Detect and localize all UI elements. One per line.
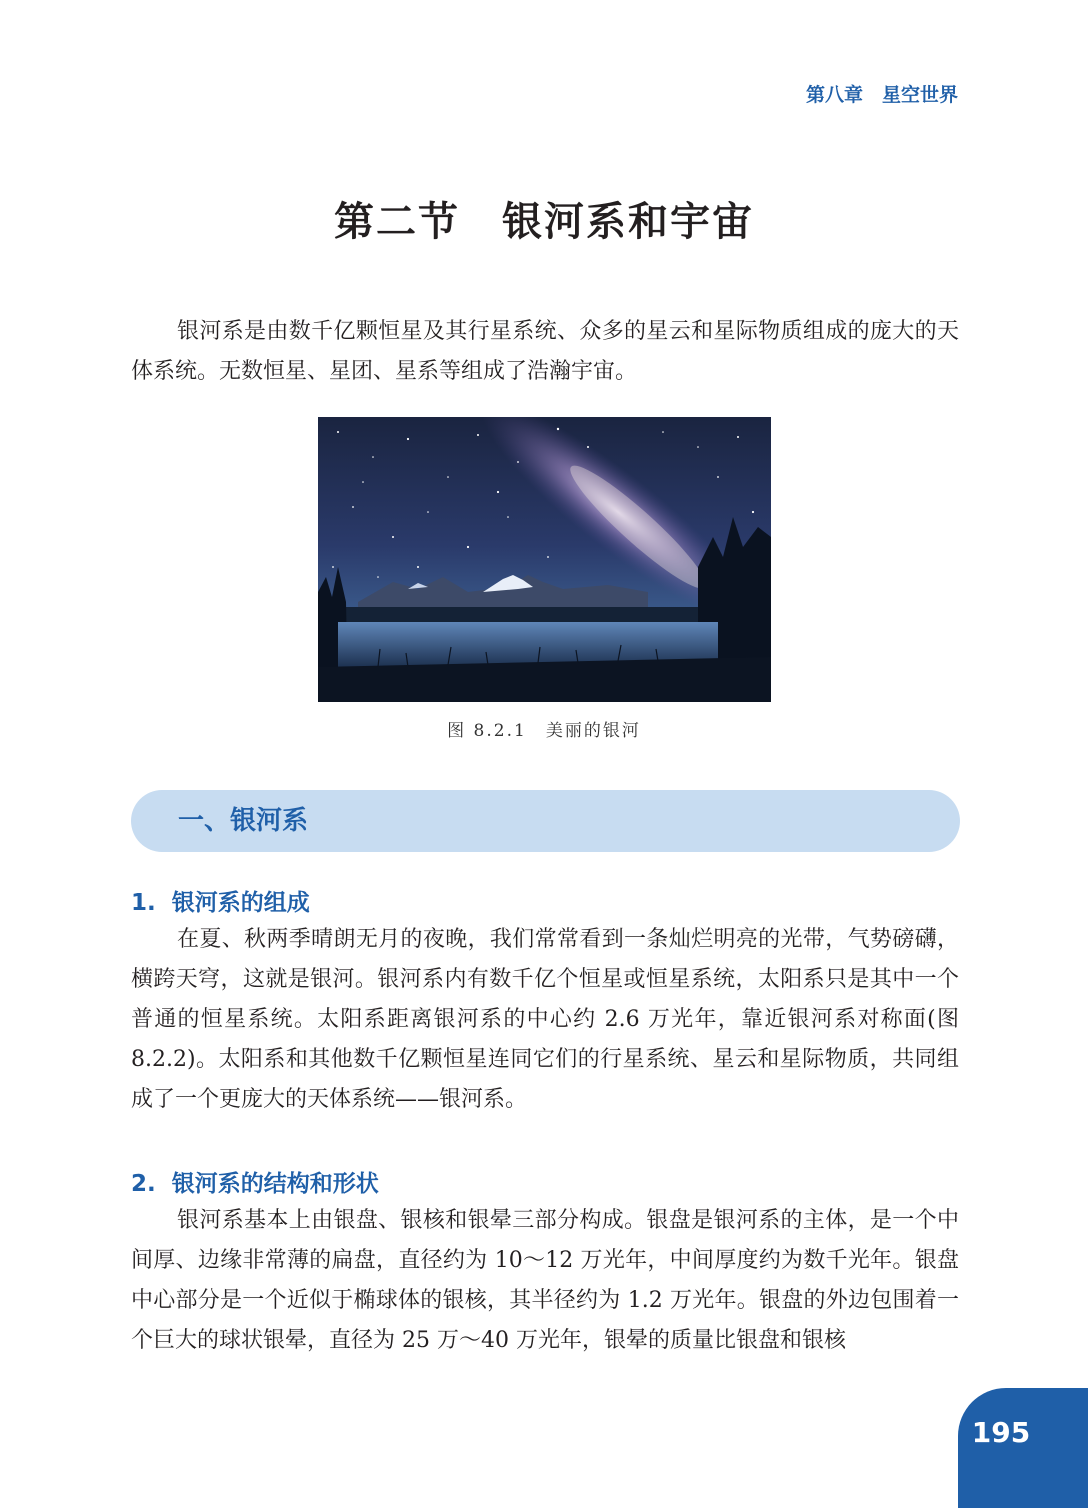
- section-heading: 一、银河系: [178, 806, 309, 836]
- subheading-structure: 2. 银河系的结构和形状: [131, 1171, 379, 1197]
- subheading-composition: 1. 银河系的组成: [131, 890, 310, 916]
- intro-paragraph: 银河系是由数千亿颗恒星及其行星系统、众多的星云和星际物质组成的庞大的天体系统。无数恒星、星团、星系等组成了浩瀚宇宙。: [131, 319, 959, 384]
- paragraph-structure: 银河系基本上由银盘、银核和银晕三部分构成。银盘是银河系的主体，是一个中间厚、边缘非常薄的扁盘，直径约为 10～12 万光年，中间厚度约为数千光年。银盘中心部分是一个近似于椭球体的银核，其半径约为 1.2 万光年。银盘的外边包围着一个巨大的球状银晕，直径为 25 万～40 万光年，银晕的质量比银盘和银核: [131, 1208, 959, 1353]
- section-title: 第二节 银河系和宇宙: [334, 199, 754, 245]
- running-head: 第八章 星空世界: [805, 84, 958, 106]
- section-heading-bar: [131, 790, 960, 852]
- page-number-tab: [958, 1388, 1088, 1508]
- page-number: 195: [971, 1416, 1031, 1449]
- milky-way-photo: [318, 417, 771, 702]
- figure-caption: 图 8.2.1 美丽的银河: [447, 721, 641, 741]
- paragraph-composition: 在夏、秋两季晴朗无月的夜晚，我们常常看到一条灿烂明亮的光带，气势磅礴，横跨天穹，这就是银河。银河系内有数千亿个恒星或恒星系统，太阳系只是其中一个普通的恒星系统。太阳系距离银河系的中心约 2.6 万光年，靠近银河系对称面(图 8.2.2)。太阳系和其他数千亿颗恒星连同它们的行星系统、星云和星际物质，共同组成了一个更庞大的天体系统——银河系。: [131, 927, 959, 1112]
